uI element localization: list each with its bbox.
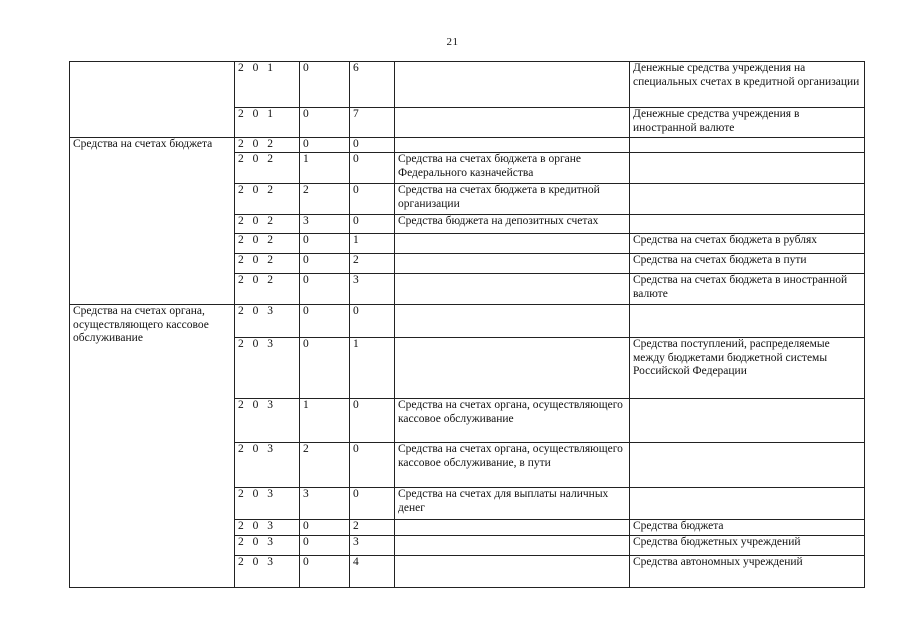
sub-account-name bbox=[630, 399, 865, 443]
analytic-code-1: 2 bbox=[300, 184, 350, 215]
analytic-code-2: 0 bbox=[350, 153, 395, 184]
account-name: Средства на счетах органа, осуществляющего кассовое обслуживание, в пути bbox=[395, 443, 630, 488]
analytic-code-2: 7 bbox=[350, 108, 395, 138]
analytic-code-1: 0 bbox=[300, 254, 350, 274]
sub-account-name bbox=[630, 138, 865, 153]
analytic-code-2: 3 bbox=[350, 536, 395, 556]
sub-account-name: Денежные средства учреждения на специальных счетах в кредитной организации bbox=[630, 62, 865, 108]
account-code: 2 0 2 bbox=[235, 215, 300, 234]
analytic-code-1: 3 bbox=[300, 215, 350, 234]
sub-account-name bbox=[630, 488, 865, 520]
analytic-code-1: 0 bbox=[300, 556, 350, 588]
analytic-code-2: 0 bbox=[350, 184, 395, 215]
account-code: 2 0 3 bbox=[235, 399, 300, 443]
analytic-code-2: 0 bbox=[350, 138, 395, 153]
account-code: 2 0 1 bbox=[235, 62, 300, 108]
account-name: Средства на счетах бюджета в кредитной организации bbox=[395, 184, 630, 215]
analytic-code-1: 0 bbox=[300, 305, 350, 338]
analytic-code-2: 0 bbox=[350, 305, 395, 338]
page-number: 21 bbox=[446, 36, 459, 48]
sub-account-name bbox=[630, 215, 865, 234]
account-name: Средства бюджета на депозитных счетах bbox=[395, 215, 630, 234]
account-code: 2 0 3 bbox=[235, 536, 300, 556]
account-code: 2 0 3 bbox=[235, 443, 300, 488]
analytic-code-2: 1 bbox=[350, 338, 395, 399]
account-code: 2 0 1 bbox=[235, 108, 300, 138]
analytic-code-1: 0 bbox=[300, 62, 350, 108]
account-code: 2 0 3 bbox=[235, 488, 300, 520]
account-code: 2 0 2 bbox=[235, 234, 300, 254]
sub-account-name: Денежные средства учреждения в иностранной валюте bbox=[630, 108, 865, 138]
analytic-code-1: 2 bbox=[300, 443, 350, 488]
analytic-code-1: 3 bbox=[300, 488, 350, 520]
sub-account-name: Средства на счетах бюджета в иностранной валюте bbox=[630, 274, 865, 305]
group-label-cell: Средства на счетах бюджета bbox=[70, 138, 235, 305]
account-code: 2 0 2 bbox=[235, 254, 300, 274]
sub-account-name: Средства на счетах бюджета в рублях bbox=[630, 234, 865, 254]
sub-account-name bbox=[630, 153, 865, 184]
analytic-code-1: 1 bbox=[300, 153, 350, 184]
analytic-code-2: 3 bbox=[350, 274, 395, 305]
analytic-code-1: 0 bbox=[300, 108, 350, 138]
account-code: 2 0 2 bbox=[235, 184, 300, 215]
account-table bbox=[69, 61, 865, 588]
account-name: Средства на счетах органа, осуществляющего кассовое обслуживание bbox=[395, 399, 630, 443]
analytic-code-2: 0 bbox=[350, 215, 395, 234]
account-name: Средства на счетах бюджета в органе Федерального казначейства bbox=[395, 153, 630, 184]
account-code: 2 0 2 bbox=[235, 153, 300, 184]
account-code: 2 0 2 bbox=[235, 138, 300, 153]
account-name bbox=[395, 62, 630, 108]
analytic-code-2: 1 bbox=[350, 234, 395, 254]
account-code: 2 0 3 bbox=[235, 338, 300, 399]
analytic-code-1: 1 bbox=[300, 399, 350, 443]
analytic-code-2: 2 bbox=[350, 254, 395, 274]
group-label-cell: Средства на счетах органа, осуществляющего кассовое обслуживание bbox=[70, 305, 235, 588]
account-name: Средства на счетах для выплаты наличных денег bbox=[395, 488, 630, 520]
analytic-code-1: 0 bbox=[300, 274, 350, 305]
sub-account-name bbox=[630, 305, 865, 338]
account-name bbox=[395, 234, 630, 254]
analytic-code-2: 0 bbox=[350, 443, 395, 488]
sub-account-name: Средства бюджета bbox=[630, 520, 865, 536]
analytic-code-2: 2 bbox=[350, 520, 395, 536]
account-name bbox=[395, 520, 630, 536]
analytic-code-2: 0 bbox=[350, 399, 395, 443]
account-code: 2 0 3 bbox=[235, 305, 300, 338]
analytic-code-2: 4 bbox=[350, 556, 395, 588]
account-name bbox=[395, 108, 630, 138]
account-name bbox=[395, 274, 630, 305]
account-name bbox=[395, 556, 630, 588]
analytic-code-1: 0 bbox=[300, 234, 350, 254]
analytic-code-1: 0 bbox=[300, 138, 350, 153]
group-label-cell bbox=[70, 62, 235, 138]
account-name bbox=[395, 338, 630, 399]
sub-account-name: Средства на счетах бюджета в пути bbox=[630, 254, 865, 274]
account-name bbox=[395, 305, 630, 338]
sub-account-name bbox=[630, 443, 865, 488]
sub-account-name: Средства автономных учреждений bbox=[630, 556, 865, 588]
sub-account-name: Средства бюджетных учреждений bbox=[630, 536, 865, 556]
table-row bbox=[70, 138, 865, 153]
account-code: 2 0 3 bbox=[235, 556, 300, 588]
sub-account-name bbox=[630, 184, 865, 215]
analytic-code-1: 0 bbox=[300, 338, 350, 399]
sub-account-name: Средства поступлений, распределяемые между бюджетами бюджетной системы Российской Федерации bbox=[630, 338, 865, 399]
table-row bbox=[70, 62, 865, 108]
analytic-code-2: 6 bbox=[350, 62, 395, 108]
analytic-code-2: 0 bbox=[350, 488, 395, 520]
account-name bbox=[395, 254, 630, 274]
account-code: 2 0 2 bbox=[235, 274, 300, 305]
analytic-code-1: 0 bbox=[300, 520, 350, 536]
table-row bbox=[70, 305, 865, 338]
account-name bbox=[395, 536, 630, 556]
account-code: 2 0 3 bbox=[235, 520, 300, 536]
analytic-code-1: 0 bbox=[300, 536, 350, 556]
account-name bbox=[395, 138, 630, 153]
